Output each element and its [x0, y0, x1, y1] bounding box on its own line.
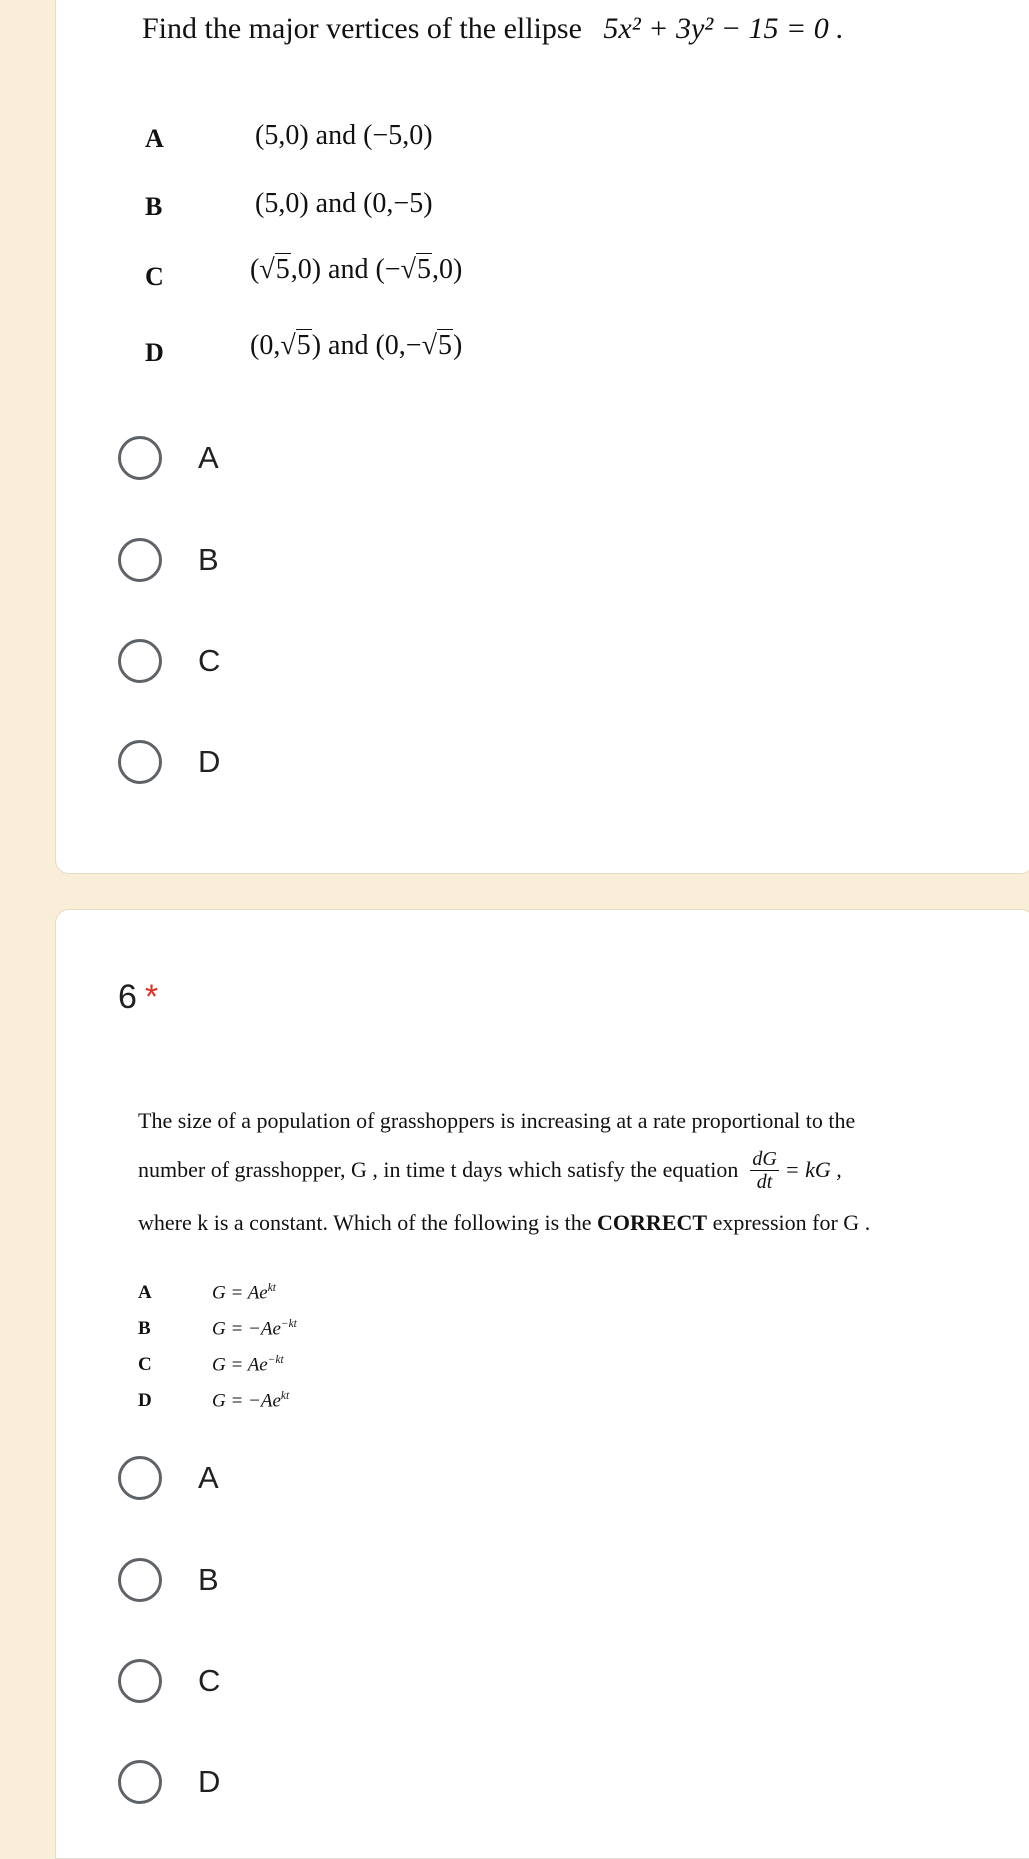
q5-choice-letter-b: B [145, 192, 163, 221]
question-6-number-text: 6 [118, 978, 137, 1016]
q5-choice-d-value [250, 330, 462, 362]
q6-choice-a-base: G = Ae [212, 1282, 268, 1304]
q5-choice-a-second: (−5,0) [363, 120, 433, 151]
sqrt-icon: √5 [280, 330, 311, 361]
q5-and: and [315, 188, 357, 219]
q6-choice-c-exp: −kt [267, 1354, 284, 1366]
q5-choice-d-second-pre: (0,− [375, 330, 422, 361]
sqrt-icon: √5 [421, 330, 452, 361]
q5-choice-b-value [255, 188, 433, 220]
q5-radio-option-a[interactable] [118, 428, 219, 488]
question-6-line-3-bold: CORRECT [597, 1210, 708, 1235]
q6-choice-letter-b: B [138, 1318, 151, 1339]
radio-circle-icon[interactable] [118, 1558, 162, 1602]
q5-choice-c-second-rad: 5 [416, 254, 431, 285]
radio-circle-icon[interactable] [118, 1760, 162, 1804]
q6-choice-letter-d: D [138, 1390, 152, 1411]
q5-radio-label-a: A [198, 440, 219, 475]
question-6-line-2-post: = kG , [784, 1157, 842, 1183]
q5-radio-label-b: B [198, 542, 219, 577]
question-5-equation: 5x² + 3y² − 15 = 0 . [603, 12, 844, 45]
q5-choice-d-second-post: ) [452, 330, 463, 361]
q6-choice-d-base: G = −Ae [212, 1390, 281, 1412]
q5-and: and [315, 120, 357, 151]
question-6-line-2-pre: number of grasshopper, G , in time t days which satisfy the equation [138, 1157, 739, 1183]
q5-radio-label-d: D [198, 744, 221, 779]
question-6-line-3 [138, 1210, 870, 1236]
q5-choice-b-first: (5,0) [255, 188, 309, 219]
q6-choice-letter-c: C [138, 1354, 152, 1375]
radio-circle-icon[interactable] [118, 639, 162, 683]
dg-dt-fraction [750, 1148, 778, 1193]
q6-radio-label-d: D [198, 1764, 221, 1799]
q5-choice-c-value [250, 254, 462, 286]
q6-choice-c-value [212, 1354, 284, 1376]
q5-choice-a-first: (5,0) [255, 120, 309, 151]
q5-choice-letter-a: A [145, 124, 164, 153]
question-5-prompt-text: Find the major vertices of the ellipse [142, 12, 582, 45]
radio-circle-icon[interactable] [118, 538, 162, 582]
q6-choice-b-base: G = −Ae [212, 1318, 281, 1340]
q6-choice-letter-a: A [138, 1282, 152, 1303]
question-5-prompt [142, 12, 844, 46]
question-6-line-1: The size of a population of grasshoppers is increasing at a rate proportional to the [138, 1108, 856, 1133]
q6-choice-d-exp: kt [280, 1390, 290, 1402]
q5-choice-c-first-pre: ( [250, 254, 260, 285]
q6-radio-label-a: A [198, 1460, 219, 1495]
q6-radio-label-c: C [198, 1663, 221, 1698]
question-6-line-3-pre: where k is a constant. Which of the following is the [138, 1210, 592, 1235]
q6-radio-option-c[interactable] [118, 1651, 220, 1711]
sqrt-icon: √5 [259, 254, 290, 285]
question-6-number [118, 978, 158, 1017]
q5-radio-option-d[interactable] [118, 732, 220, 792]
radio-circle-icon[interactable] [118, 1659, 162, 1703]
q6-choice-b-exp: −kt [280, 1318, 297, 1330]
q5-choice-d-second-rad: 5 [437, 330, 452, 361]
q5-radio-option-b[interactable] [118, 530, 219, 590]
fraction-denominator: dt [756, 1171, 773, 1193]
q5-choice-letter-c: C [145, 262, 164, 291]
fraction-numerator: dG [752, 1148, 777, 1170]
q6-choice-d-value [212, 1390, 289, 1412]
q6-radio-option-b[interactable] [118, 1550, 219, 1610]
radio-circle-icon[interactable] [118, 1456, 162, 1500]
q5-choice-letter-d: D [145, 338, 164, 367]
question-6-card [55, 909, 1029, 1859]
required-asterisk: * [144, 978, 159, 1016]
q6-choice-b-value [212, 1318, 297, 1340]
q5-choice-c-first-rad: 5 [275, 254, 290, 285]
q6-choice-c-base: G = Ae [212, 1354, 268, 1376]
q6-choice-a-value [212, 1282, 276, 1304]
q5-radio-option-c[interactable] [118, 631, 220, 691]
q5-radio-label-c: C [198, 643, 221, 678]
q5-choice-d-first-pre: (0, [250, 330, 281, 361]
q5-choice-c-second-post: ,0) [431, 254, 463, 285]
q5-choice-c-second-pre: (− [375, 254, 401, 285]
q5-and: and [328, 254, 369, 285]
radio-circle-icon[interactable] [118, 740, 162, 784]
q5-choice-b-second: (0,−5) [363, 188, 433, 219]
q6-radio-option-a[interactable] [118, 1448, 219, 1508]
q6-radio-label-b: B [198, 1562, 219, 1597]
question-6-line-3-post: expression for G . [712, 1210, 871, 1235]
radio-circle-icon[interactable] [118, 436, 162, 480]
sqrt-icon: √5 [400, 254, 431, 285]
q5-and: and [328, 330, 369, 361]
q5-choice-a-value [255, 120, 433, 152]
q5-choice-d-first-rad: 5 [296, 330, 311, 361]
q5-choice-c-first-post: ,0) [290, 254, 322, 285]
q6-radio-option-d[interactable] [118, 1752, 220, 1812]
question-6-line-2 [138, 1148, 842, 1193]
q5-choice-d-first-post: ) [311, 330, 322, 361]
q6-choice-a-exp: kt [267, 1282, 276, 1294]
